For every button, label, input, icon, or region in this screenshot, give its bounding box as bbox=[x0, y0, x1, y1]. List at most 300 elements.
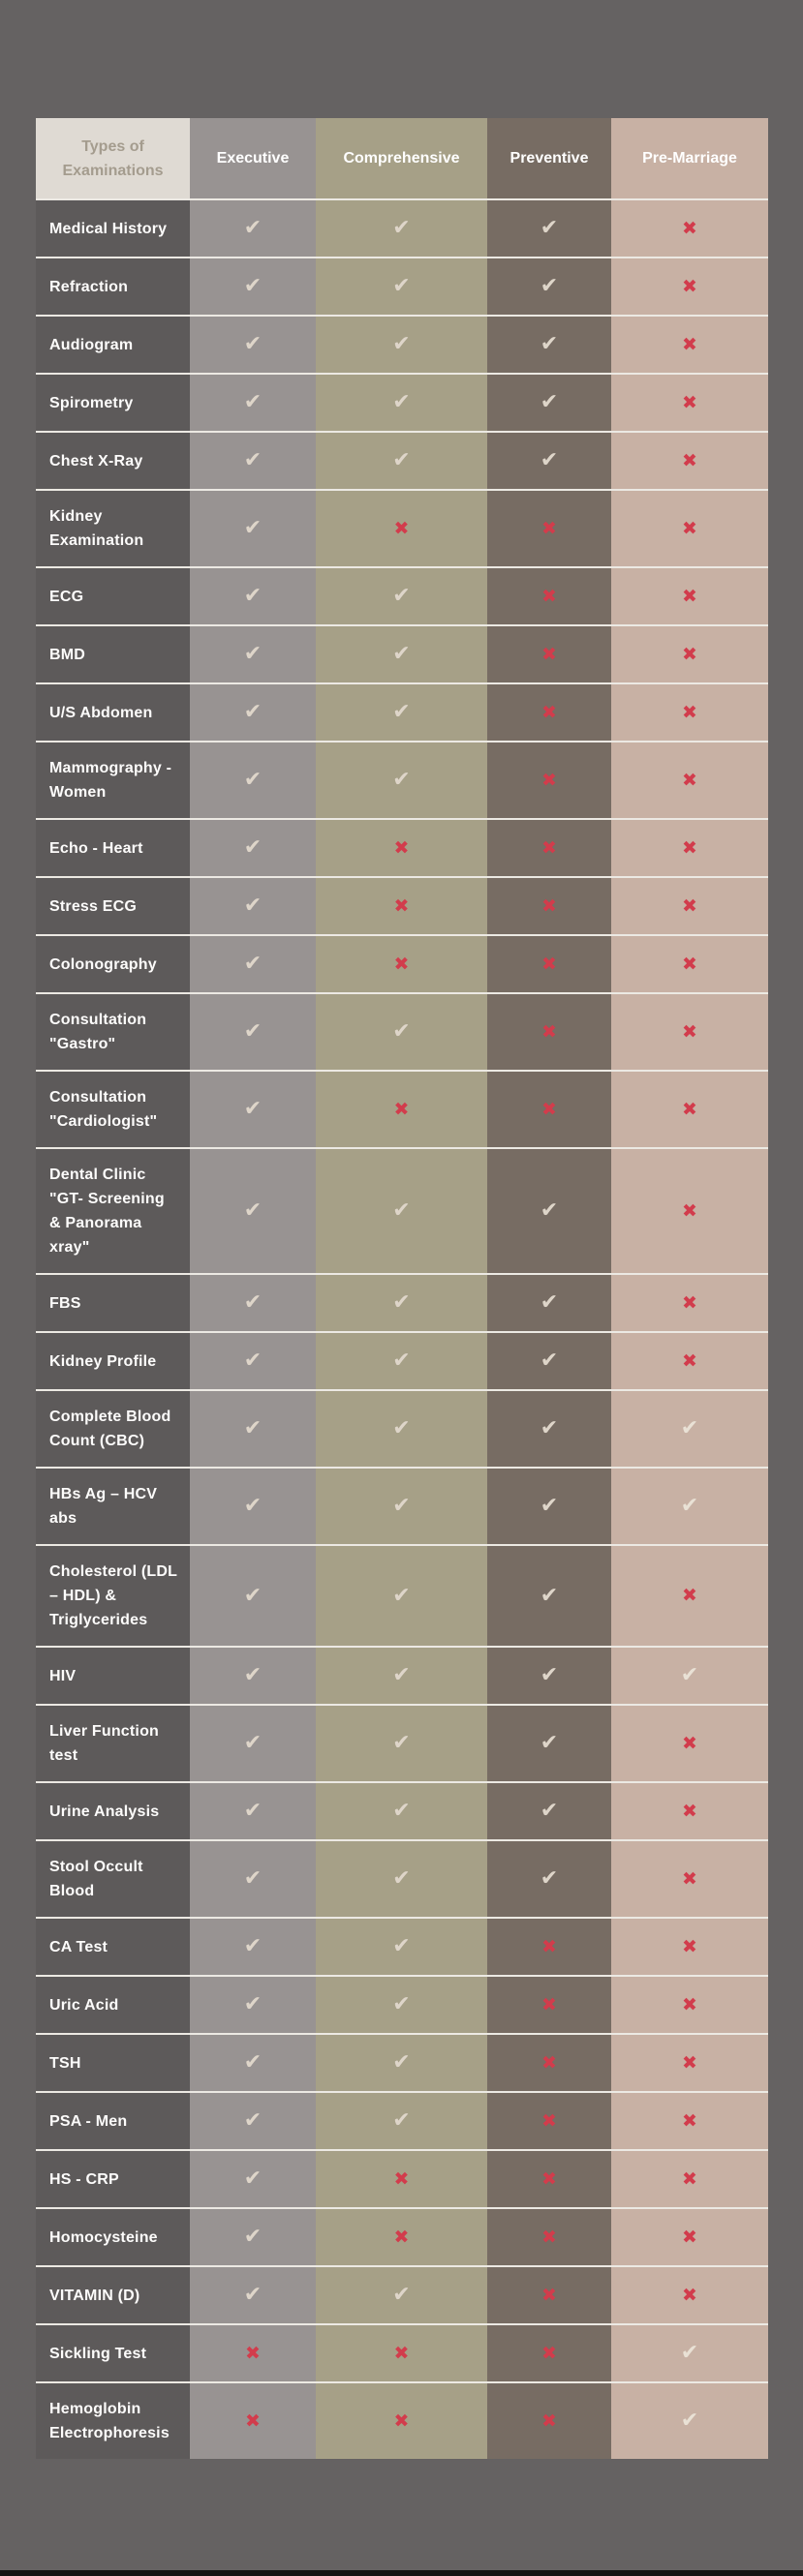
row-label: Liver Function test bbox=[49, 1723, 160, 1764]
mark-cell bbox=[316, 1072, 487, 1147]
row-label: HS - CRP bbox=[49, 2170, 119, 2188]
table-row bbox=[36, 624, 768, 682]
table-row bbox=[36, 1389, 768, 1467]
check-icon: ✔ bbox=[540, 1583, 559, 1608]
row-label-cell bbox=[36, 1977, 190, 2033]
row-label: Homocysteine bbox=[49, 2228, 158, 2246]
mark-cell bbox=[611, 2093, 768, 2149]
table-row bbox=[36, 2207, 768, 2265]
cross-icon: ✖ bbox=[541, 2409, 557, 2432]
row-label: Kidney Examination bbox=[49, 508, 144, 549]
mark-cell bbox=[316, 433, 487, 489]
row-label-cell bbox=[36, 2151, 190, 2207]
check-icon: ✔ bbox=[392, 1198, 411, 1223]
mark-cell bbox=[316, 820, 487, 876]
mark-cell bbox=[487, 1977, 611, 2033]
table-row bbox=[36, 934, 768, 992]
mark-cell bbox=[487, 433, 611, 489]
mark-cell bbox=[487, 258, 611, 315]
mark-cell bbox=[611, 1783, 768, 1839]
row-label: CA Test bbox=[49, 1938, 108, 1955]
row-label: Dental Clinic "GT- Screening & Panorama xray" bbox=[49, 1167, 165, 1256]
row-label: Mammography - Women bbox=[49, 760, 172, 801]
mark-cell bbox=[487, 742, 611, 818]
cross-icon: ✖ bbox=[682, 1993, 697, 2015]
cross-icon: ✖ bbox=[682, 1098, 697, 1120]
cross-icon: ✖ bbox=[682, 701, 697, 723]
check-icon: ✔ bbox=[392, 700, 411, 724]
mark-cell bbox=[190, 568, 316, 624]
cross-icon: ✖ bbox=[682, 1867, 697, 1890]
check-icon: ✔ bbox=[392, 216, 411, 240]
mark-cell bbox=[611, 1919, 768, 1975]
header-label-types: Types of Examinations bbox=[62, 137, 164, 179]
mark-cell bbox=[611, 684, 768, 741]
cross-icon: ✖ bbox=[541, 643, 557, 665]
table-row bbox=[36, 431, 768, 489]
mark-cell bbox=[190, 200, 316, 257]
mark-cell bbox=[316, 568, 487, 624]
mark-cell bbox=[487, 1706, 611, 1781]
mark-cell bbox=[316, 491, 487, 566]
mark-cell bbox=[316, 1469, 487, 1544]
mark-cell bbox=[611, 317, 768, 373]
row-label-cell bbox=[36, 936, 190, 992]
mark-cell bbox=[316, 200, 487, 257]
header-label-comprehensive: Comprehensive bbox=[343, 150, 460, 167]
check-icon: ✔ bbox=[243, 1290, 263, 1315]
table-row bbox=[36, 1331, 768, 1389]
cross-icon: ✖ bbox=[682, 836, 697, 859]
table-row bbox=[36, 1544, 768, 1646]
mark-cell bbox=[487, 1783, 611, 1839]
cross-icon: ✖ bbox=[682, 894, 697, 917]
row-label-cell bbox=[36, 317, 190, 373]
mark-cell bbox=[316, 742, 487, 818]
row-label-cell bbox=[36, 742, 190, 818]
mark-cell bbox=[487, 200, 611, 257]
mark-cell bbox=[316, 1783, 487, 1839]
mark-cell bbox=[487, 1391, 611, 1467]
cross-icon: ✖ bbox=[245, 2409, 261, 2432]
check-icon: ✔ bbox=[392, 1866, 411, 1891]
mark-cell bbox=[611, 491, 768, 566]
mark-cell bbox=[611, 2209, 768, 2265]
mark-cell bbox=[487, 820, 611, 876]
mark-cell bbox=[190, 684, 316, 741]
cross-icon: ✖ bbox=[682, 1732, 697, 1754]
row-label: VITAMIN (D) bbox=[49, 2287, 140, 2304]
mark-cell bbox=[611, 626, 768, 682]
row-label: Consultation "Cardiologist" bbox=[49, 1089, 158, 1130]
mark-cell bbox=[487, 1333, 611, 1389]
check-icon: ✔ bbox=[243, 1349, 263, 1373]
mark-cell bbox=[611, 568, 768, 624]
table-row bbox=[36, 1467, 768, 1544]
mark-cell bbox=[190, 1333, 316, 1389]
check-icon: ✔ bbox=[243, 952, 263, 976]
row-label-cell bbox=[36, 1783, 190, 1839]
check-icon: ✔ bbox=[392, 1349, 411, 1373]
mark-cell bbox=[190, 1546, 316, 1646]
table-row bbox=[36, 1646, 768, 1704]
row-label-cell bbox=[36, 2035, 190, 2091]
row-label-cell bbox=[36, 684, 190, 741]
mark-cell bbox=[316, 994, 487, 1070]
table-row bbox=[36, 2381, 768, 2459]
row-label-cell bbox=[36, 1841, 190, 1917]
row-label-cell bbox=[36, 200, 190, 257]
table-body bbox=[36, 198, 768, 2459]
check-icon: ✔ bbox=[243, 2108, 263, 2133]
mark-cell bbox=[190, 1648, 316, 1704]
check-icon: ✔ bbox=[243, 1992, 263, 2016]
mark-cell bbox=[487, 1546, 611, 1646]
header-label-executive: Executive bbox=[216, 150, 290, 167]
cross-icon: ✖ bbox=[541, 1993, 557, 2015]
check-icon: ✔ bbox=[540, 274, 559, 298]
mark-cell bbox=[487, 375, 611, 431]
mark-cell bbox=[190, 994, 316, 1070]
check-icon: ✔ bbox=[243, 835, 263, 860]
row-label: Kidney Profile bbox=[49, 1352, 157, 1370]
mark-cell bbox=[316, 1275, 487, 1331]
check-icon: ✔ bbox=[392, 768, 411, 792]
check-icon: ✔ bbox=[540, 216, 559, 240]
cross-icon: ✖ bbox=[245, 2342, 261, 2364]
mark-cell bbox=[316, 878, 487, 934]
mark-cell bbox=[487, 1919, 611, 1975]
cross-icon: ✖ bbox=[682, 217, 697, 239]
cross-icon: ✖ bbox=[393, 836, 410, 859]
table-row bbox=[36, 257, 768, 315]
cross-icon: ✖ bbox=[541, 2226, 557, 2248]
cross-icon: ✖ bbox=[541, 2167, 557, 2190]
mark-cell bbox=[190, 742, 316, 818]
mark-cell bbox=[487, 2267, 611, 2323]
mark-cell bbox=[190, 626, 316, 682]
mark-cell bbox=[190, 433, 316, 489]
check-icon: ✔ bbox=[540, 1198, 559, 1223]
row-label: FBS bbox=[49, 1294, 81, 1312]
check-icon: ✔ bbox=[243, 1934, 263, 1958]
mark-cell bbox=[316, 1977, 487, 2033]
cross-icon: ✖ bbox=[682, 643, 697, 665]
mark-cell bbox=[611, 200, 768, 257]
row-label-cell bbox=[36, 626, 190, 682]
row-label-cell bbox=[36, 1333, 190, 1389]
mark-cell bbox=[316, 2093, 487, 2149]
header-cell-preventive bbox=[487, 118, 611, 198]
check-icon: ✔ bbox=[540, 1799, 559, 1823]
mark-cell bbox=[487, 2035, 611, 2091]
mark-cell bbox=[611, 2267, 768, 2323]
cross-icon: ✖ bbox=[541, 769, 557, 791]
cross-icon: ✖ bbox=[393, 953, 410, 975]
row-label: PSA - Men bbox=[49, 2112, 128, 2130]
row-label: Sickling Test bbox=[49, 2345, 147, 2362]
mark-cell bbox=[190, 1841, 316, 1917]
mark-cell bbox=[316, 2209, 487, 2265]
check-icon: ✔ bbox=[243, 584, 263, 608]
cross-icon: ✖ bbox=[682, 2167, 697, 2190]
table-row bbox=[36, 741, 768, 818]
row-label-cell bbox=[36, 1275, 190, 1331]
check-icon: ✔ bbox=[680, 2341, 699, 2365]
check-icon: ✔ bbox=[392, 1799, 411, 1823]
row-label-cell bbox=[36, 1706, 190, 1781]
table-row bbox=[36, 1917, 768, 1975]
mark-cell bbox=[190, 820, 316, 876]
check-icon: ✔ bbox=[392, 584, 411, 608]
table-row bbox=[36, 818, 768, 876]
row-label-cell bbox=[36, 2325, 190, 2381]
mark-cell bbox=[316, 1706, 487, 1781]
check-icon: ✔ bbox=[243, 642, 263, 666]
mark-cell bbox=[316, 375, 487, 431]
mark-cell bbox=[611, 375, 768, 431]
check-icon: ✔ bbox=[243, 1494, 263, 1518]
mark-cell bbox=[611, 2151, 768, 2207]
table-row bbox=[36, 2033, 768, 2091]
check-icon: ✔ bbox=[392, 1290, 411, 1315]
table-row bbox=[36, 1704, 768, 1781]
check-icon: ✔ bbox=[392, 2283, 411, 2307]
header-label-premarriage: Pre-Marriage bbox=[642, 150, 737, 167]
mark-cell bbox=[611, 1648, 768, 1704]
mark-cell bbox=[611, 1391, 768, 1467]
cross-icon: ✖ bbox=[682, 2226, 697, 2248]
header-label-preventive: Preventive bbox=[510, 150, 589, 167]
check-icon: ✔ bbox=[243, 1663, 263, 1687]
cross-icon: ✖ bbox=[682, 769, 697, 791]
mark-cell bbox=[316, 936, 487, 992]
mark-cell bbox=[190, 936, 316, 992]
cross-icon: ✖ bbox=[393, 2167, 410, 2190]
mark-cell bbox=[190, 1919, 316, 1975]
mark-cell bbox=[190, 258, 316, 315]
cross-icon: ✖ bbox=[682, 333, 697, 355]
row-label-cell bbox=[36, 820, 190, 876]
check-icon: ✔ bbox=[680, 2409, 699, 2433]
cross-icon: ✖ bbox=[393, 517, 410, 539]
row-label: U/S Abdomen bbox=[49, 704, 153, 721]
row-label: Chest X-Ray bbox=[49, 452, 143, 470]
mark-cell bbox=[190, 375, 316, 431]
cross-icon: ✖ bbox=[682, 1349, 697, 1372]
check-icon: ✔ bbox=[392, 2050, 411, 2075]
row-label: BMD bbox=[49, 646, 86, 663]
cross-icon: ✖ bbox=[682, 953, 697, 975]
cross-icon: ✖ bbox=[682, 517, 697, 539]
cross-icon: ✖ bbox=[682, 391, 697, 413]
check-icon: ✔ bbox=[392, 448, 411, 472]
check-icon: ✔ bbox=[243, 1019, 263, 1044]
mark-cell bbox=[190, 2209, 316, 2265]
row-label: Uric Acid bbox=[49, 1996, 119, 2014]
check-icon: ✔ bbox=[540, 1290, 559, 1315]
mark-cell bbox=[487, 1149, 611, 1273]
check-icon: ✔ bbox=[243, 2225, 263, 2249]
row-label: Cholesterol (LDL – HDL) & Triglycerides bbox=[49, 1563, 177, 1628]
mark-cell bbox=[611, 820, 768, 876]
mark-cell bbox=[611, 1841, 768, 1917]
cross-icon: ✖ bbox=[541, 2109, 557, 2132]
check-icon: ✔ bbox=[392, 1416, 411, 1440]
row-label: ECG bbox=[49, 588, 84, 605]
mark-cell bbox=[190, 1391, 316, 1467]
mark-cell bbox=[487, 568, 611, 624]
table-row bbox=[36, 373, 768, 431]
mark-cell bbox=[611, 433, 768, 489]
mark-cell bbox=[190, 1072, 316, 1147]
row-label-cell bbox=[36, 1072, 190, 1147]
header-cell-comprehensive bbox=[316, 118, 487, 198]
mark-cell bbox=[190, 1977, 316, 2033]
row-label-cell bbox=[36, 568, 190, 624]
cross-icon: ✖ bbox=[682, 1935, 697, 1957]
row-label: Audiogram bbox=[49, 336, 134, 353]
mark-cell bbox=[611, 1275, 768, 1331]
mark-cell bbox=[190, 2325, 316, 2381]
table-row bbox=[36, 1070, 768, 1147]
check-icon: ✔ bbox=[243, 216, 263, 240]
mark-cell bbox=[316, 317, 487, 373]
check-icon: ✔ bbox=[680, 1663, 699, 1687]
check-icon: ✔ bbox=[540, 1416, 559, 1440]
check-icon: ✔ bbox=[680, 1494, 699, 1518]
mark-cell bbox=[190, 1783, 316, 1839]
mark-cell bbox=[190, 1706, 316, 1781]
row-label-cell bbox=[36, 2093, 190, 2149]
mark-cell bbox=[316, 2325, 487, 2381]
cross-icon: ✖ bbox=[393, 2409, 410, 2432]
examinations-comparison-table bbox=[36, 118, 768, 2459]
cross-icon: ✖ bbox=[393, 1098, 410, 1120]
cross-icon: ✖ bbox=[682, 1020, 697, 1043]
cross-icon: ✖ bbox=[541, 1020, 557, 1043]
check-icon: ✔ bbox=[540, 448, 559, 472]
cross-icon: ✖ bbox=[682, 1199, 697, 1222]
mark-cell bbox=[611, 1977, 768, 2033]
mark-cell bbox=[316, 1333, 487, 1389]
mark-cell bbox=[316, 2267, 487, 2323]
row-label: Consultation "Gastro" bbox=[49, 1012, 147, 1052]
mark-cell bbox=[190, 491, 316, 566]
check-icon: ✔ bbox=[540, 1663, 559, 1687]
mark-cell bbox=[316, 1546, 487, 1646]
mark-cell bbox=[487, 1648, 611, 1704]
mark-cell bbox=[190, 1469, 316, 1544]
row-label-cell bbox=[36, 1546, 190, 1646]
mark-cell bbox=[611, 2035, 768, 2091]
mark-cell bbox=[611, 878, 768, 934]
row-label: Stress ECG bbox=[49, 897, 138, 915]
check-icon: ✔ bbox=[540, 332, 559, 356]
cross-icon: ✖ bbox=[541, 585, 557, 607]
check-icon: ✔ bbox=[392, 642, 411, 666]
check-icon: ✔ bbox=[243, 1198, 263, 1223]
mark-cell bbox=[611, 742, 768, 818]
table-row bbox=[36, 2149, 768, 2207]
mark-cell bbox=[487, 1275, 611, 1331]
mark-cell bbox=[611, 994, 768, 1070]
table-row bbox=[36, 992, 768, 1070]
check-icon: ✔ bbox=[392, 1663, 411, 1687]
row-label-cell bbox=[36, 1919, 190, 1975]
mark-cell bbox=[316, 2151, 487, 2207]
mark-cell bbox=[487, 1841, 611, 1917]
mark-cell bbox=[316, 1841, 487, 1917]
mark-cell bbox=[190, 2383, 316, 2459]
mark-cell bbox=[487, 2325, 611, 2381]
mark-cell bbox=[487, 626, 611, 682]
cross-icon: ✖ bbox=[682, 2284, 697, 2306]
mark-cell bbox=[487, 2151, 611, 2207]
check-icon: ✔ bbox=[540, 1866, 559, 1891]
mark-cell bbox=[611, 2325, 768, 2381]
cross-icon: ✖ bbox=[393, 2226, 410, 2248]
header-cell-premarriage bbox=[611, 118, 768, 198]
check-icon: ✔ bbox=[243, 2050, 263, 2075]
mark-cell bbox=[316, 1919, 487, 1975]
cross-icon: ✖ bbox=[682, 1800, 697, 1822]
table-row bbox=[36, 1839, 768, 1917]
mark-cell bbox=[190, 878, 316, 934]
row-label: Medical History bbox=[49, 220, 168, 237]
check-icon: ✔ bbox=[392, 390, 411, 414]
check-icon: ✔ bbox=[392, 1494, 411, 1518]
table-row bbox=[36, 2265, 768, 2323]
table-row bbox=[36, 682, 768, 741]
mark-cell bbox=[487, 684, 611, 741]
check-icon: ✔ bbox=[540, 1731, 559, 1755]
table-row bbox=[36, 489, 768, 566]
check-icon: ✔ bbox=[680, 1416, 699, 1440]
row-label-cell bbox=[36, 2209, 190, 2265]
row-label-cell bbox=[36, 1648, 190, 1704]
mark-cell bbox=[316, 1149, 487, 1273]
cross-icon: ✖ bbox=[682, 2051, 697, 2074]
mark-cell bbox=[316, 684, 487, 741]
table-row bbox=[36, 1273, 768, 1331]
row-label: Urine Analysis bbox=[49, 1803, 160, 1820]
mark-cell bbox=[487, 1469, 611, 1544]
check-icon: ✔ bbox=[392, 1583, 411, 1608]
mark-cell bbox=[316, 258, 487, 315]
mark-cell bbox=[487, 1072, 611, 1147]
row-label: Complete Blood Count (CBC) bbox=[49, 1409, 171, 1449]
cross-icon: ✖ bbox=[682, 2109, 697, 2132]
row-label-cell bbox=[36, 375, 190, 431]
check-icon: ✔ bbox=[540, 1349, 559, 1373]
check-icon: ✔ bbox=[243, 448, 263, 472]
row-label-cell bbox=[36, 878, 190, 934]
check-icon: ✔ bbox=[243, 332, 263, 356]
check-icon: ✔ bbox=[243, 2167, 263, 2191]
cross-icon: ✖ bbox=[541, 1935, 557, 1957]
mark-cell bbox=[611, 1149, 768, 1273]
check-icon: ✔ bbox=[540, 1494, 559, 1518]
row-label: Colonography bbox=[49, 955, 157, 973]
mark-cell bbox=[487, 2209, 611, 2265]
check-icon: ✔ bbox=[243, 700, 263, 724]
cross-icon: ✖ bbox=[541, 2284, 557, 2306]
cross-icon: ✖ bbox=[541, 701, 557, 723]
cross-icon: ✖ bbox=[541, 2342, 557, 2364]
mark-cell bbox=[487, 936, 611, 992]
row-label-cell bbox=[36, 433, 190, 489]
